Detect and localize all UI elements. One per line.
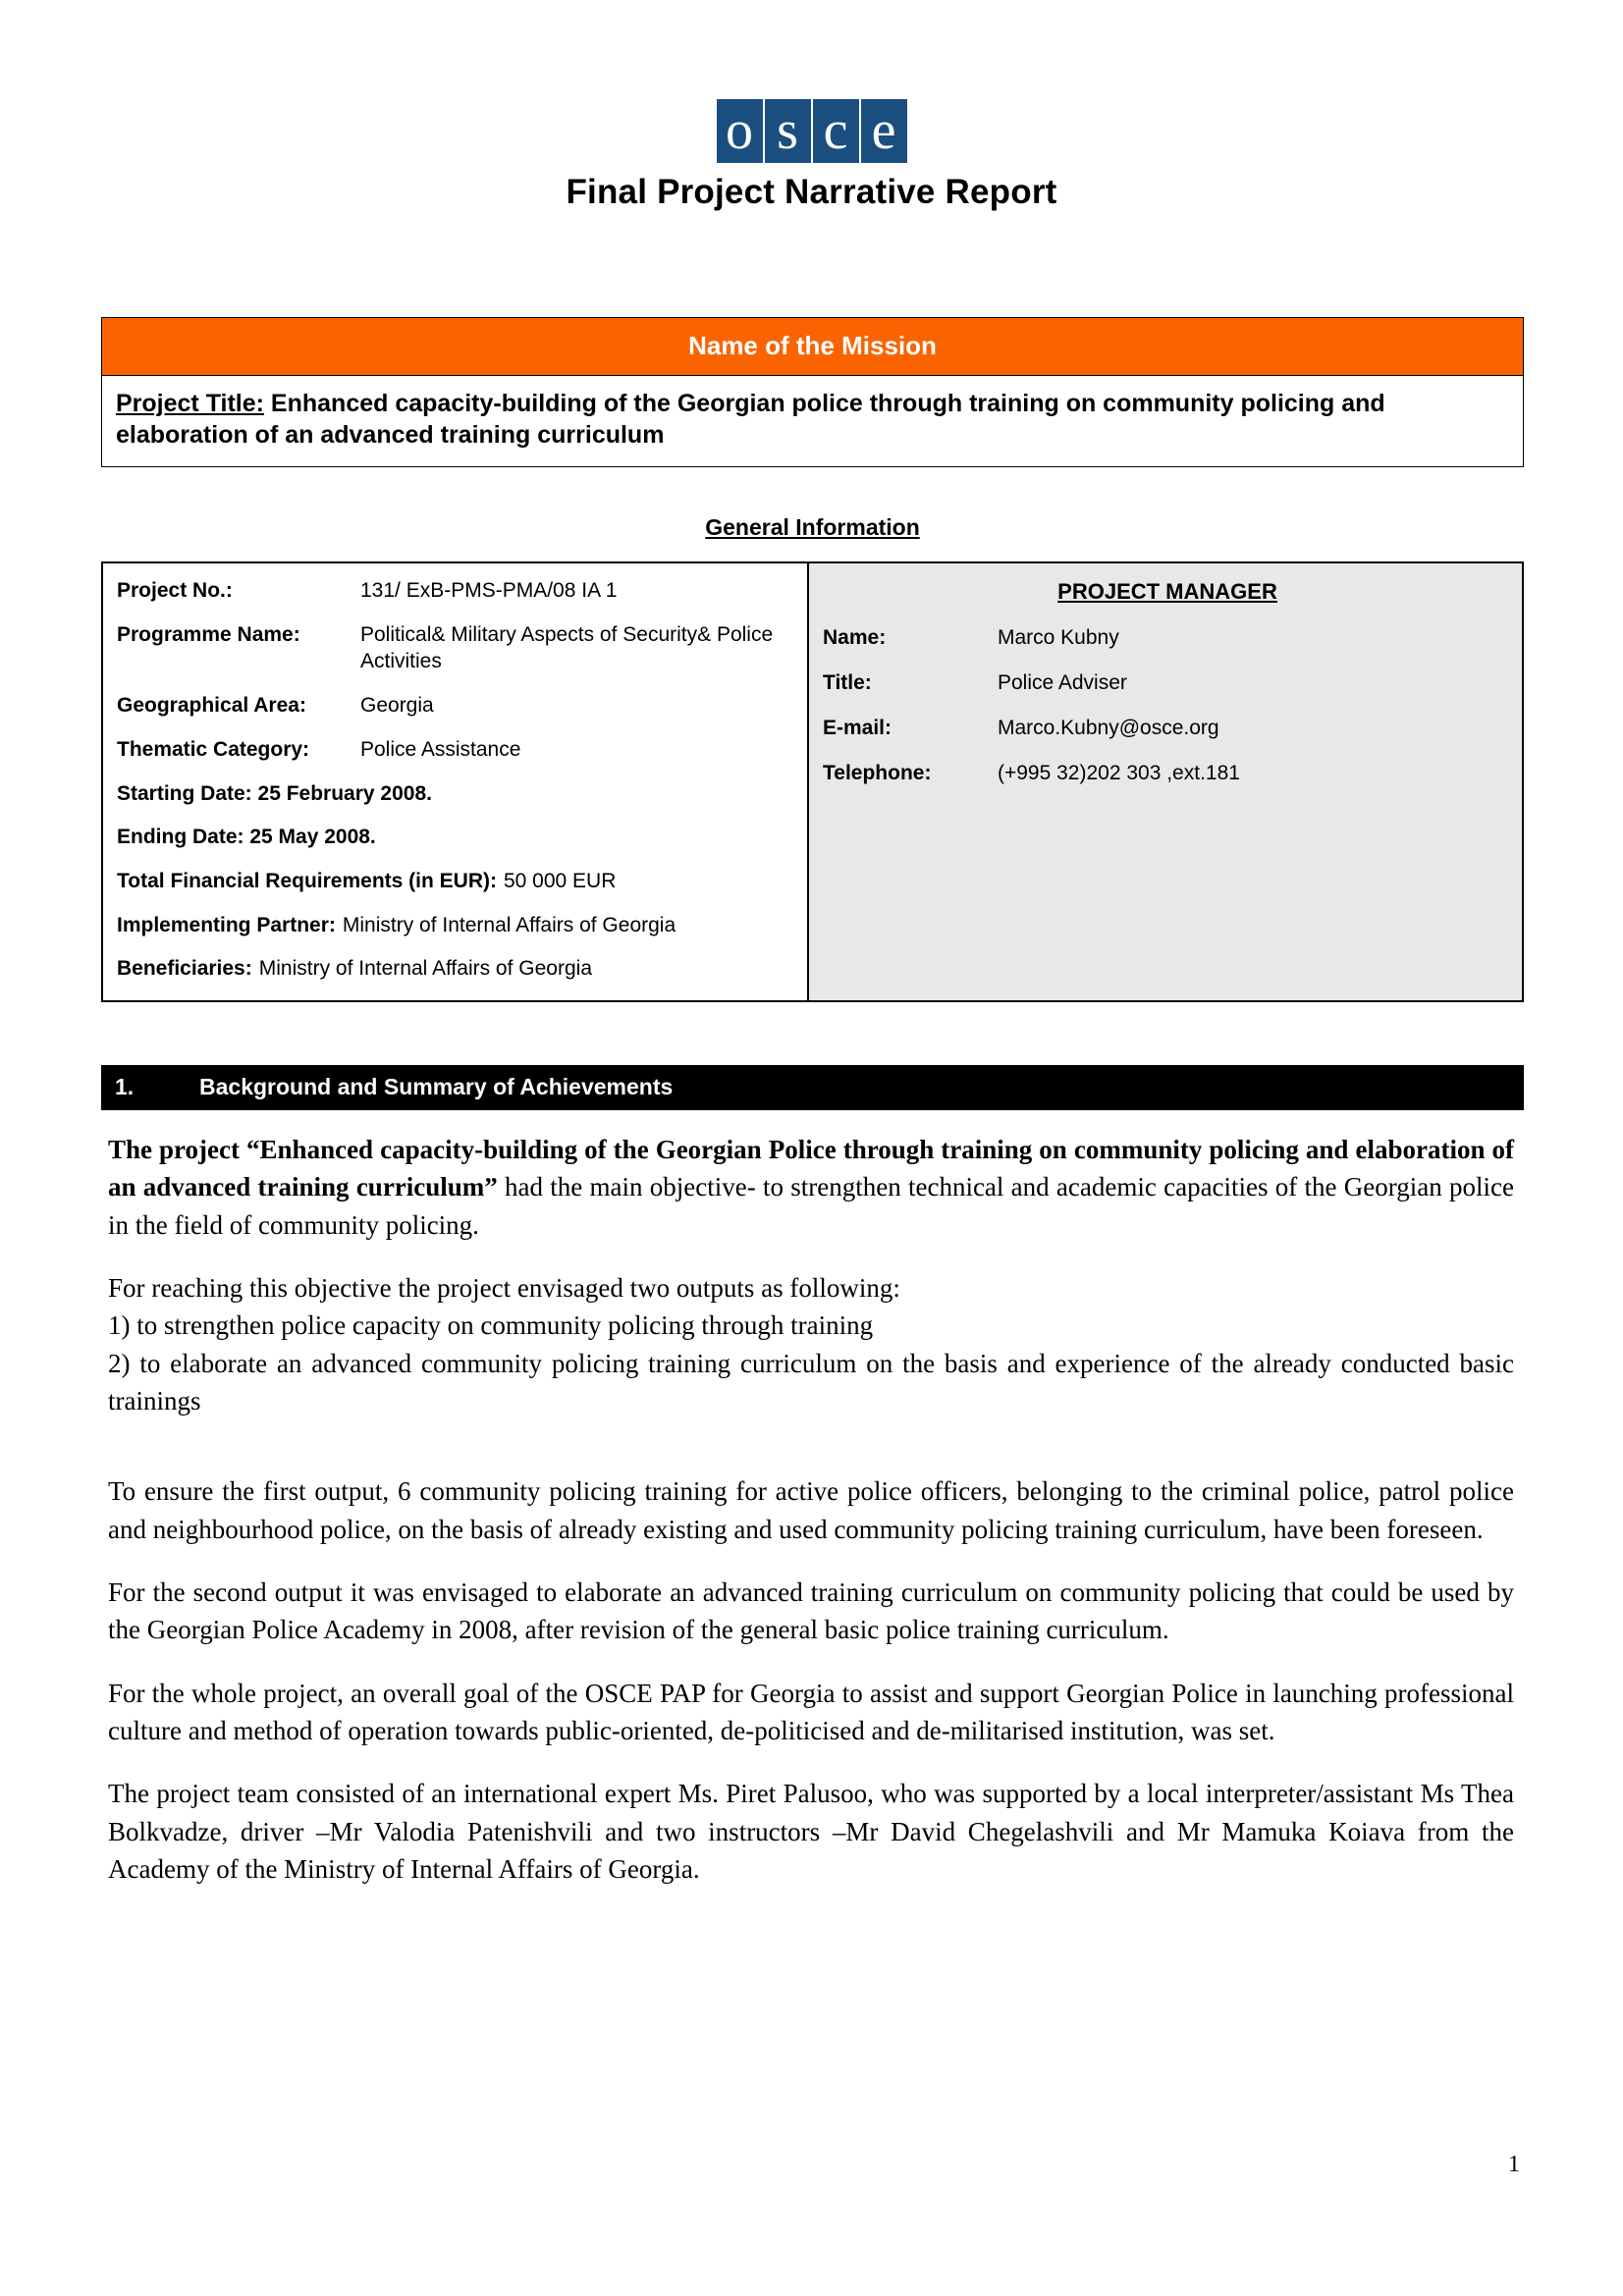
section-heading-background-summary	[101, 1065, 1524, 1110]
field-value-manager-name: Marco Kubny	[998, 626, 1119, 649]
paragraph-first-output: To ensure the first output, 6 community policing training for active police officers, belonging to the criminal police, patrol police and neighbourhood police, on the basis of already existing and used community policing training curriculum, have been foreseen.	[108, 1476, 1514, 1544]
project-manager-heading	[823, 579, 1512, 605]
table-row	[823, 762, 1512, 785]
field-label-manager-email: E-mail:	[823, 717, 893, 739]
table-row	[117, 577, 797, 605]
page-number: 1	[1508, 2152, 1520, 2177]
paragraph-objective	[108, 1131, 1514, 1244]
project-title-spacer	[264, 390, 271, 417]
table-row	[117, 868, 797, 895]
table-row	[117, 955, 797, 983]
field-value-beneficiaries: Ministry of Internal Affairs of Georgia	[258, 957, 592, 981]
section-body-text	[108, 1131, 1514, 1913]
table-row	[117, 780, 797, 808]
osce-logo-letter-c: c	[811, 99, 859, 163]
section-number: 1.	[115, 1074, 135, 1099]
field-value-thematic-category: Police Assistance	[360, 737, 521, 761]
field-value-implementing-partner: Ministry of Internal Affairs of Georgia	[342, 913, 676, 936]
field-value-programme-name: Political& Military Aspects of Security& Police Activities	[360, 622, 774, 673]
document-header	[0, 0, 1623, 212]
field-label-beneficiaries: Beneficiaries:	[117, 957, 252, 981]
osce-logo	[717, 99, 907, 163]
table-row	[117, 824, 797, 851]
paragraph-outputs-intro: For reaching this objective the project envisaged two outputs as following:	[108, 1272, 900, 1303]
general-information-heading-text: General Information	[705, 514, 920, 540]
general-information-heading	[101, 514, 1524, 541]
table-row	[117, 692, 797, 720]
list-item-output-1: 1) to strengthen police capacity on community policing through training	[108, 1310, 874, 1341]
field-value-manager-title: Police Adviser	[998, 671, 1127, 694]
project-title-value: Enhanced capacity-building of the Georgian police through training on community policing and elaboration of an advanced training curriculum	[116, 390, 1385, 449]
list-item-output-2: 2) to elaborate an advanced community policing training curriculum on the basis and experience of the already conducted basic trainings	[108, 1348, 1514, 1415]
paragraph-second-output: For the second output it was envisaged to elaborate an advanced training curriculum on community policing that could be used by the Georgian Police Academy in 2008, after revision of the general basic police training curriculum.	[108, 1576, 1514, 1645]
paragraph-overall-goal: For the whole project, an overall goal of the OSCE PAP for Georgia to assist and support Georgian Police in launching professional culture and method of operation towards public-oriented, de-politicised and de-militarised institution, was set.	[108, 1678, 1514, 1745]
field-label-manager-telephone: Telephone:	[823, 762, 932, 784]
field-label-thematic-category: Thematic Category:	[117, 737, 310, 761]
field-label-manager-name: Name:	[823, 626, 887, 649]
osce-logo-letter-o: o	[717, 99, 763, 163]
project-title-label: Project Title:	[116, 390, 264, 417]
field-value-project-no: 131/ ExB-PMS-PMA/08 IA 1	[360, 579, 618, 602]
field-label-geographical-area: Geographical Area:	[117, 694, 306, 718]
page-title: Final Project Narrative Report	[566, 173, 1057, 211]
project-manager-panel	[809, 563, 1522, 1000]
paragraph-objective-bold: The project “Enhanced capacity-building of the Georgian Police through training on community policing and elaboration of an advanced training curriculum”	[108, 1135, 1514, 1202]
field-value-manager-email: Marco.Kubny@osce.org	[998, 717, 1219, 739]
osce-logo-letter-s: s	[763, 99, 811, 163]
table-row	[823, 671, 1512, 695]
table-row	[823, 717, 1512, 740]
general-information-table	[101, 561, 1524, 1002]
field-label-project-no: Project No.:	[117, 579, 233, 602]
field-value-total-financial-requirements: 50 000 EUR	[503, 870, 617, 893]
osce-logo-letter-e: e	[859, 99, 907, 163]
field-value-manager-telephone: (+995 32)202 303 ,ext.181	[998, 762, 1240, 784]
table-row	[823, 626, 1512, 650]
mission-block	[101, 317, 1524, 467]
project-manager-heading-text: PROJECT MANAGER	[1057, 579, 1277, 604]
field-label-programme-name: Programme Name:	[117, 622, 300, 646]
field-label-manager-title: Title:	[823, 671, 872, 694]
paragraph-objective-rest: had the main objective- to strengthen technical and academic capacities of the Georgian police in the field of community policing.	[108, 1172, 1514, 1240]
table-row	[117, 736, 797, 764]
field-label-implementing-partner: Implementing Partner:	[117, 913, 336, 936]
section-title: Background and Summary of Achievements	[199, 1074, 674, 1099]
mission-name-bar: Name of the Mission	[101, 317, 1524, 375]
project-title-box	[101, 375, 1524, 467]
table-row	[117, 912, 797, 939]
field-label-starting-date: Starting Date: 25 February 2008.	[117, 781, 432, 805]
paragraph-project-team: The project team consisted of an international expert Ms. Piret Palusoo, who was supported by a local interpreter/assistant Ms Thea Bolkvadze, driver –Mr Valodia Patenishvili and two instructors –Mr David Chegelashvili and Mr Mamuka Koiava from the Academy of the Ministry of Internal Affairs of Georgia.	[108, 1779, 1514, 1884]
general-information-left-column	[103, 563, 809, 1000]
table-row	[117, 621, 797, 675]
field-value-geographical-area: Georgia	[360, 694, 434, 718]
field-label-total-financial-requirements: Total Financial Requirements (in EUR):	[117, 870, 497, 893]
field-label-ending-date: Ending Date: 25 May 2008.	[117, 826, 376, 849]
